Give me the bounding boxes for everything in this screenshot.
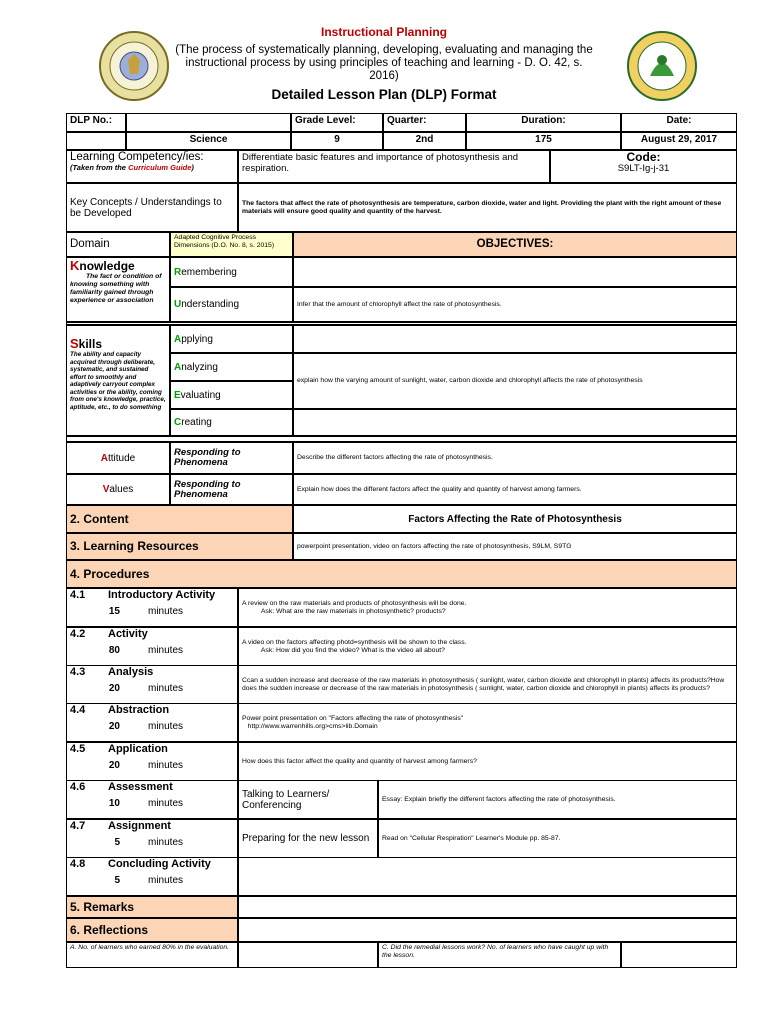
skills-letter: S xyxy=(70,336,79,351)
code-label: Code: xyxy=(626,150,661,164)
procedure-minutes: 10 xyxy=(108,798,120,809)
attitude-rest: ttitude xyxy=(107,452,136,464)
attitude-objective: Describe the different factors affecting the rate of photosynthesis. xyxy=(293,442,737,474)
minutes-label: minutes xyxy=(148,798,184,809)
minutes-label: minutes xyxy=(148,875,184,886)
evaluating-label xyxy=(170,381,293,409)
skills-title xyxy=(70,337,166,351)
analyzing-label xyxy=(170,353,293,381)
procedure-sub-label: Talking to Learners/ Conferencing xyxy=(238,780,378,819)
procedure-label-cell xyxy=(66,703,238,742)
reflection-a-value xyxy=(238,942,378,968)
minutes-label: minutes xyxy=(148,645,184,656)
dlp-no-value xyxy=(126,113,291,132)
procedure-title: Activity xyxy=(108,628,148,640)
note-guide: Curriculum Guide xyxy=(128,163,192,172)
competency-label: Learning Competency/ies: xyxy=(70,151,204,163)
duration-value: 175 xyxy=(466,132,621,150)
attitude-letter: A xyxy=(100,452,108,464)
understanding-letter: U xyxy=(174,299,182,310)
competency-text: Differentiate basic features and importance of photosynthesis and respiration. xyxy=(238,150,550,183)
attitude-process: Responding to Phenomena xyxy=(170,442,293,474)
creating-letter: C xyxy=(174,417,182,428)
applying-label xyxy=(170,325,293,353)
procedure-text: Ccan a sudden increase and decrease of the raw materials in photosynthesis ( sunlight, water, carbon dioxide and chlorophyll in plants) affects its products?How does the sudden increase or decrease of the raw materials in photosynthesis ( sunlight, water, carbon dioxide and chlorophyll in plants) affects its products? xyxy=(238,665,737,704)
procedure-minutes: 20 xyxy=(108,721,120,732)
values-rest: alues xyxy=(109,484,134,495)
procedure-number: 4.7 xyxy=(70,820,86,832)
procedure-title: Assessment xyxy=(108,781,173,793)
procedure-minutes: 5 xyxy=(114,837,120,848)
evaluating-rest: valuating xyxy=(180,389,221,401)
procedure-text: Read on "Cellular Respiration" Learner's Module pp. 85-87. xyxy=(378,819,737,858)
procedure-text: A review on the raw materials and products of photosynthesis will be done. Ask: What are the raw materials in photosynthetic? products? xyxy=(238,588,737,627)
minutes-label: minutes xyxy=(148,721,184,732)
procedure-label-cell xyxy=(66,780,238,819)
procedure-label-cell xyxy=(66,742,238,781)
objectives-header: OBJECTIVES: xyxy=(293,232,737,257)
domain-label: Domain xyxy=(66,232,170,257)
values-process: Responding to Phenomena xyxy=(170,474,293,505)
procedure-title: Introductory Activity xyxy=(108,589,216,601)
values-label xyxy=(66,474,170,505)
reflection-a: A. No. of learners who earned 80% in the evaluation. xyxy=(66,942,238,968)
procedure-minutes: 15 xyxy=(108,606,120,617)
procedure-label-cell xyxy=(66,627,238,666)
creating-label xyxy=(170,409,293,436)
remembering-rest: emembering xyxy=(181,266,237,278)
skills-cell xyxy=(66,325,170,436)
quarter-value: 2nd xyxy=(383,132,466,150)
note-prefix: (Taken from the xyxy=(70,163,129,172)
analyzing-objective: explain how the varying amount of sunlight, water, carbon dioxide and chlorophyll affects the rate of photosynthesis xyxy=(293,353,737,409)
competency-label-cell xyxy=(66,150,238,183)
procedures-header: 4. Procedures xyxy=(66,560,737,588)
blank-cell xyxy=(66,132,126,150)
page-title: Instructional Planning xyxy=(320,25,447,39)
minutes-label: minutes xyxy=(148,683,184,694)
content-text: Factors Affecting the Rate of Photosynthesis xyxy=(293,505,737,533)
applying-rest: pplying xyxy=(181,333,213,345)
applying-letter: A xyxy=(174,333,182,345)
procedure-title: Abstraction xyxy=(108,704,170,716)
remembering-label xyxy=(170,257,293,287)
competency-note xyxy=(70,163,234,172)
attitude-label xyxy=(66,442,170,474)
procedure-minutes: 80 xyxy=(108,645,120,656)
dlp-format-title: Detailed Lesson Plan (DLP) Format xyxy=(271,87,497,102)
procedure-title: Application xyxy=(108,743,168,755)
procedure-title: Assignment xyxy=(108,820,171,832)
date-value: August 29, 2017 xyxy=(621,132,737,150)
skills-desc: The ability and capacity acquired through deliberate, systematic, and sustained effort to smoothly and adaptively carryout complex activities or the ability, coming from one's knowledge, practice, aptitude, etc., to do something xyxy=(70,351,166,411)
procedure-title: Analysis xyxy=(108,666,154,678)
procedure-label-cell xyxy=(66,857,238,896)
knowledge-rest: nowledge xyxy=(79,259,135,273)
reflections-value xyxy=(238,918,737,942)
key-concepts-label: Key Concepts / Understandings to be Developed xyxy=(66,183,238,232)
page-subtitle: (The process of systematically planning, developing, evaluating and managing the instructional process by using principles of teaching and learning - D. O. 42, s. 2016) xyxy=(175,44,593,82)
process-dimensions-label: Adapted Cognitive Process Dimensions (D.O. No. 8, s. 2015) xyxy=(170,232,293,257)
quarter-label: Quarter: xyxy=(383,113,466,132)
minutes-label: minutes xyxy=(148,760,184,771)
procedure-number: 4.2 xyxy=(70,628,86,640)
content-label: 2. Content xyxy=(66,505,293,533)
resources-text: powerpoint presentation, video on factors affecting the rate of photosynthesis, S9LM, S9TG xyxy=(293,533,737,560)
grade-value: 9 xyxy=(291,132,383,150)
reflections-label: 6. Reflections xyxy=(66,918,238,942)
creating-rest: reating xyxy=(181,417,212,428)
skills-rest: kills xyxy=(78,337,103,351)
knowledge-desc: The fact or condition of knowing something with familiarity gained through experience or association xyxy=(70,273,162,304)
dlp-no-label: DLP No.: xyxy=(66,113,126,132)
remarks-label: 5. Remarks xyxy=(66,896,238,918)
reflection-c-value xyxy=(621,942,737,968)
procedure-number: 4.6 xyxy=(70,781,86,793)
values-letter: V xyxy=(102,484,110,495)
procedure-minutes: 5 xyxy=(114,875,120,886)
note-suffix: ) xyxy=(191,163,194,172)
analyzing-letter: A xyxy=(174,361,182,373)
procedure-number: 4.8 xyxy=(70,858,86,870)
procedure-number: 4.1 xyxy=(70,589,86,601)
minutes-label: minutes xyxy=(148,606,184,617)
procedure-number: 4.4 xyxy=(70,704,86,716)
applying-objective xyxy=(293,325,737,353)
resources-label: 3. Learning Resources xyxy=(66,533,293,560)
date-label: Date: xyxy=(621,113,737,132)
evaluating-letter: E xyxy=(174,389,181,401)
code-cell xyxy=(550,150,737,183)
knowledge-letter: K xyxy=(70,258,80,273)
understanding-label xyxy=(170,287,293,322)
remarks-value xyxy=(238,896,737,918)
procedure-text: How does this factor affect the quality and quantity of harvest among farmers? xyxy=(238,742,737,781)
procedure-minutes: 20 xyxy=(108,760,120,771)
remembering-objective xyxy=(293,257,737,287)
procedure-sub-label: Preparing for the new lesson xyxy=(238,819,378,858)
procedure-text xyxy=(238,857,737,896)
procedure-label-cell xyxy=(66,819,238,858)
minutes-label: minutes xyxy=(148,837,184,848)
subject-value: Science xyxy=(126,132,291,150)
procedure-label-cell xyxy=(66,665,238,704)
duration-label: Duration: xyxy=(466,113,621,132)
knowledge-title xyxy=(70,259,166,273)
remembering-letter: R xyxy=(174,266,182,278)
understanding-rest: nderstanding xyxy=(181,299,240,310)
creating-objective xyxy=(293,409,737,436)
values-objective: Explain how does the different factors affect the quality and quantity of harvest among farmers. xyxy=(293,474,737,505)
reflection-c: C. Did the remedial lessons work? No. of learners who have caught up with the lesson. xyxy=(378,942,621,968)
procedure-number: 4.5 xyxy=(70,743,86,755)
procedure-text: Power point presentation on "Factors affecting the rate of photosynthesis" http://www.warrenhills.org>cms>lib.Domain xyxy=(238,703,737,742)
code-value: S9LT-Ig-j-31 xyxy=(617,163,670,174)
knowledge-cell xyxy=(66,257,170,322)
analyzing-rest: nalyzing xyxy=(181,361,218,373)
procedure-label-cell xyxy=(66,588,238,627)
key-concepts-text: The factors that affect the rate of photosynthesis are temperature, carbon dioxide, water and light. Providing the plant with the right amount of these materials will ensure good quality and quantity of the harvest. xyxy=(238,183,737,232)
procedure-minutes: 20 xyxy=(108,683,120,694)
procedure-text: A video on the factors affecting photd=synthesis will be shown to the class. Ask: How did you find the video? What is the video all about? xyxy=(238,627,737,666)
procedure-text: Essay: Explain briefly the different factors affecting the rate of photosynthesis. xyxy=(378,780,737,819)
understanding-objective: Infer that the amount of chlorophyll affect the rate of photosynthesis. xyxy=(293,287,737,322)
procedure-number: 4.3 xyxy=(70,666,86,678)
grade-level-label: Grade Level: xyxy=(291,113,383,132)
procedure-title: Concluding Activity xyxy=(108,858,211,870)
